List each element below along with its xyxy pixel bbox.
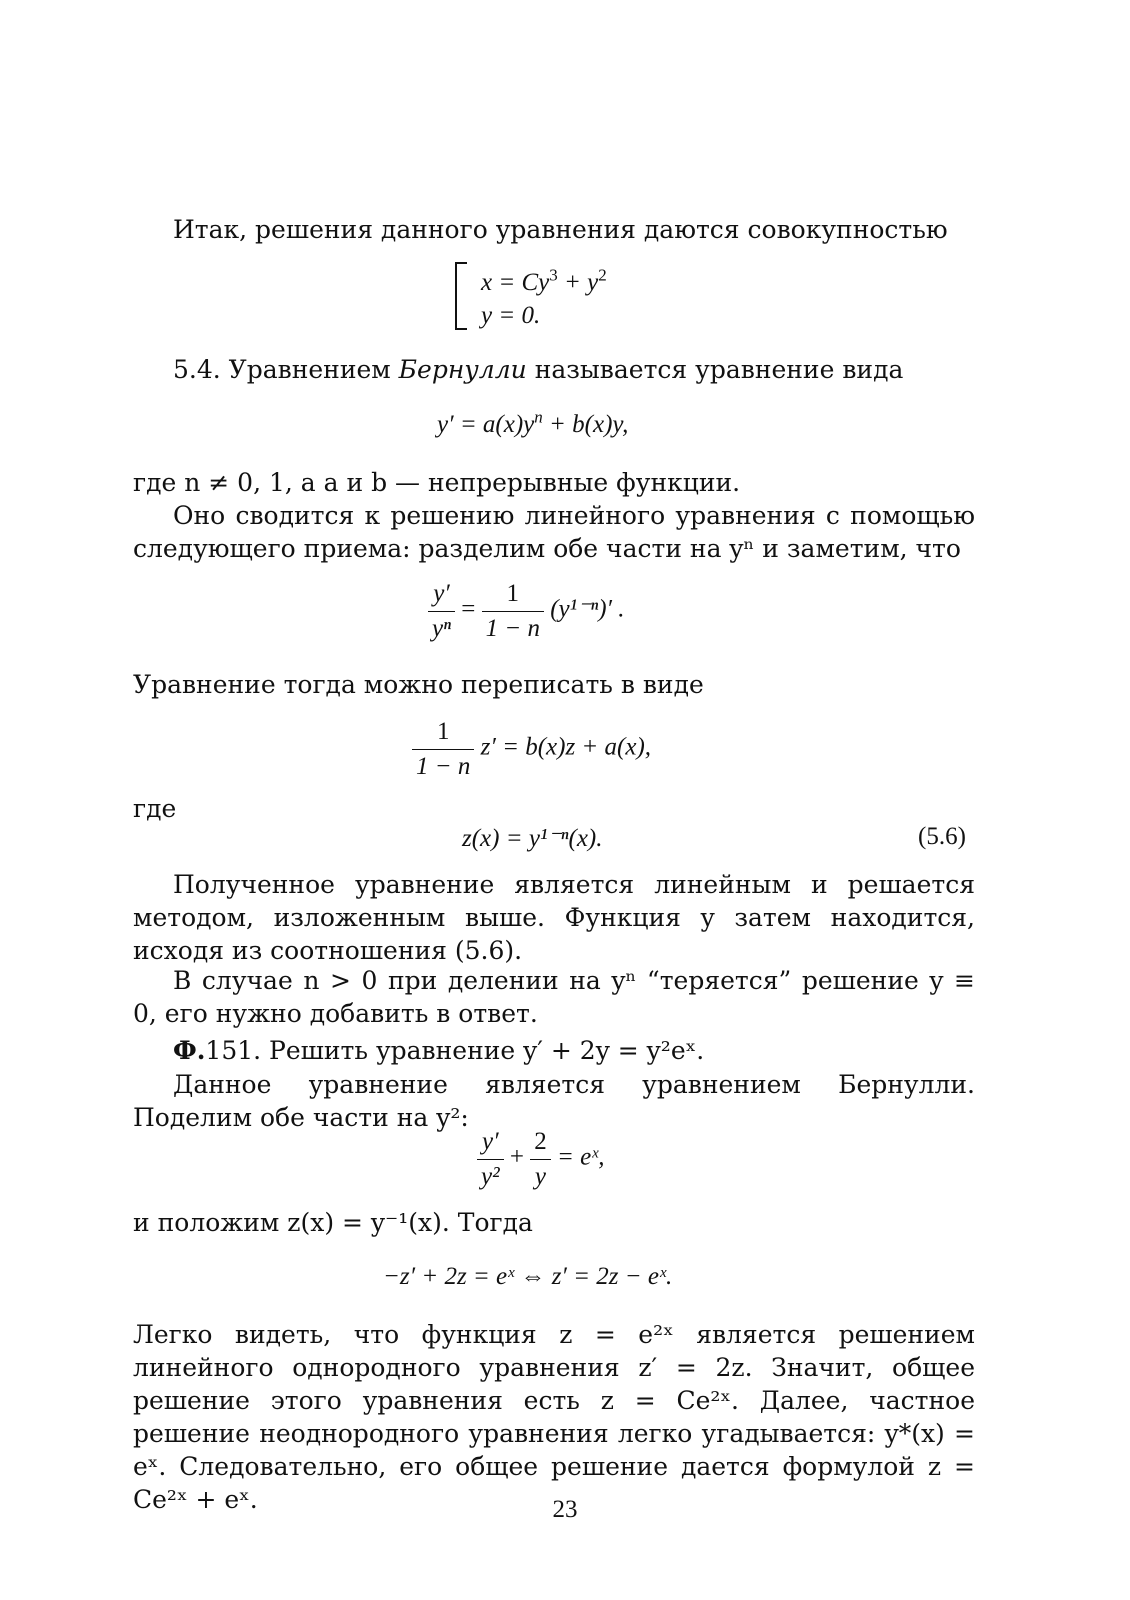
paragraph-lost-solution: В случае n > 0 при делении на yⁿ “теряется” решение y ≡ 0, его нужно добавить в ответ. <box>133 966 975 1028</box>
equation-linear-z: $\frac{1}{1 - n}$ z′ = b(x)z + a(x), <box>412 718 651 780</box>
equation-linear-form: −z′ + 2z = eˣ ⇔ z′ = 2z − eˣ. <box>383 1263 673 1290</box>
paragraph-conditions: где n ≠ 0, 1, а a и b — непрерывные функции. <box>133 468 741 497</box>
paragraph-solutions: Итак, решения данного уравнения даются совокупностью <box>173 215 948 244</box>
fraction-y-prime-over-y2: $\frac{y'}{\text{y²}}$ <box>477 1128 504 1190</box>
system-line-2: y = 0. <box>481 302 541 329</box>
paragraph-substitution: и положим z(x) = y⁻¹(x). Тогда <box>133 1208 533 1237</box>
equation-5-6: z(x) = y¹⁻ⁿ(x). <box>462 825 603 852</box>
equation-bernoulli: $y' = a(x)y^n + b(x)y$, <box>437 407 629 438</box>
paragraph-bernoulli-def: 5.4. Уравнением Бернулли называется уравнение вида <box>173 355 904 384</box>
fraction-y-prime-over-yn: $\frac{y'}{\text{yⁿ}}$ <box>428 580 455 642</box>
paragraph-reduction: Оно сводится к решению линейного уравнения с помощью следующего приема: разделим обе части на yⁿ и заметим, что <box>133 501 975 563</box>
problem-151: Ф.151. Решить уравнение y′ + 2y = y²eˣ. <box>173 1036 705 1065</box>
equation-number: (5.6) <box>918 823 966 850</box>
system-line-1: $x = Cy^3 + y^2$ <box>481 265 607 296</box>
fraction-two-over-y: $\frac{2}{y}$ <box>530 1128 551 1190</box>
equation-divided: $\frac{y'}{\text{y²}}$ + $\frac{2}{y}$ = eˣ, <box>477 1128 604 1190</box>
system-bracket <box>455 262 467 330</box>
fraction-one-over-one-minus-n: $\frac{1}{1 - n}$ <box>482 580 544 642</box>
fraction-coefficient: $\frac{1}{1 - n}$ <box>412 718 474 780</box>
page-number: 23 <box>552 1496 578 1523</box>
paragraph-linear-method: Полученное уравнение является линейным и решается методом, изложенным выше. Функция y затем находится, исходя из соотношения (5.6). <box>133 870 975 965</box>
paragraph-where: где <box>133 794 177 823</box>
equation-derivative-identity: $\frac{y'}{\text{yⁿ}}$ = $\frac{1}{1 - n}$ (y¹⁻ⁿ)′ . <box>428 580 625 642</box>
paragraph-divide: Данное уравнение является уравнением Бернулли. Поделим обе части на y²: <box>133 1070 975 1132</box>
paragraph-rewrite: Уравнение тогда можно переписать в виде <box>133 670 704 699</box>
paragraph-general-solution: Легко видеть, что функция z = e²ˣ является решением линейного однородного уравнения z′ = 2z. Значит, общее решение этого уравнения есть z = Ce²ˣ. Далее, частное решение неоднородного уравнения легко угадывается: y*(x) = eˣ. Следовательно, его общее решение дается формулой z = Ce²ˣ + eˣ. <box>133 1320 975 1514</box>
